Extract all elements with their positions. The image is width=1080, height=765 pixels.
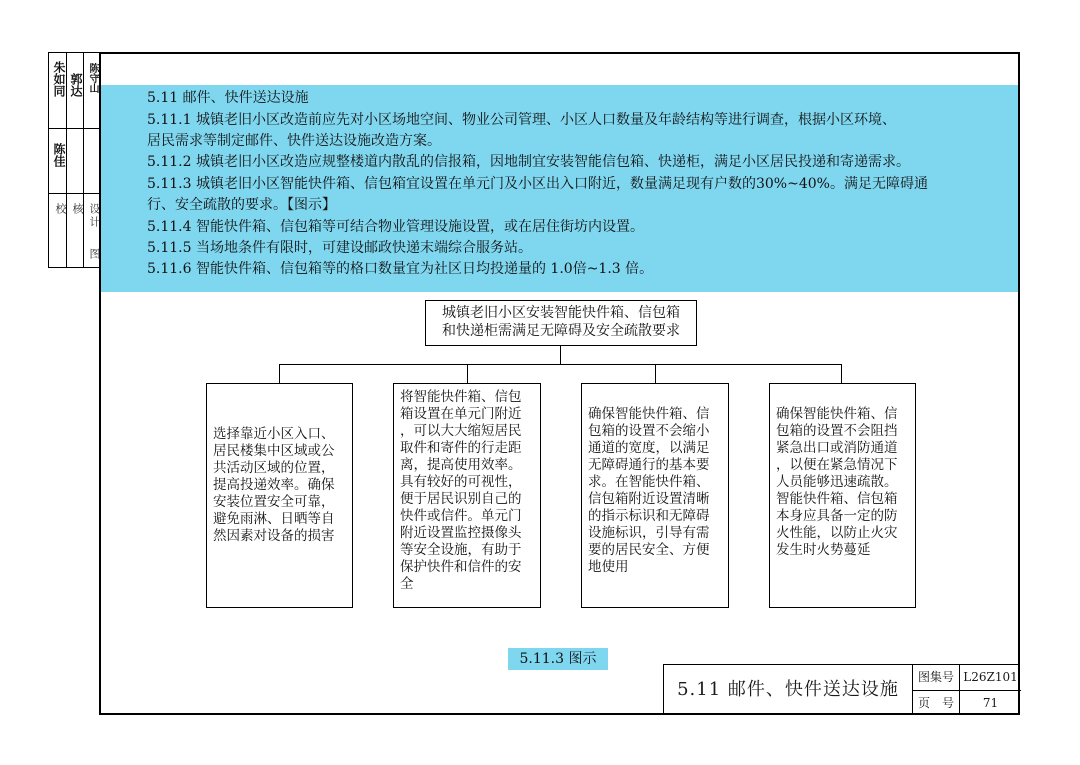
diagram-root-box	[425, 300, 697, 346]
child-line: ，可以大大缩短居民	[400, 423, 522, 439]
child-line: 紧急出口或消防通道	[776, 440, 898, 456]
connector-line	[841, 364, 842, 383]
child-line: 提高投递效率。确保	[213, 477, 335, 493]
child-line: 保护快件和信件的安	[400, 559, 522, 575]
child-line: 取件和寄件的行走距	[400, 440, 522, 456]
strip-divider	[49, 193, 99, 194]
child-line: 求。在智能快件箱、	[588, 474, 710, 490]
signature: 郭达	[69, 73, 83, 97]
child-line: 安装位置安全可靠，	[213, 494, 335, 510]
title-block-title: 5.11 邮件、快件送达设施	[677, 679, 899, 700]
connector-line	[467, 364, 468, 383]
child-line: 包箱的设置不会缩小	[588, 423, 710, 439]
approval-strip	[48, 52, 99, 268]
child-line: 箱设置在单元门附近	[400, 406, 522, 422]
title-block	[663, 664, 1020, 715]
child-line: 附近设置监控摄像头	[400, 525, 522, 541]
child-line: 要的居民安全、方便	[588, 542, 710, 558]
section-heading: 5.11 邮件、快件送达设施	[147, 90, 309, 106]
diagram-child-box	[769, 383, 916, 608]
clause-line: 5.11.2 城镇老旧小区改造应规整楼道内散乱的信报箱，因地制宜安装智能信包箱、快递柜，满足小区居民投递和寄递需求。	[147, 154, 910, 170]
root-line: 和快递柜需满足无障碍及安全疏散要求	[442, 323, 680, 339]
child-line: 便于居民识别自己的	[400, 491, 522, 507]
strip-label-drawing: 图	[88, 248, 101, 261]
child-line: 共活动区域的位置，	[213, 460, 335, 476]
connector-line	[279, 364, 842, 365]
child-line: 火性能，以防止火灾	[776, 525, 898, 541]
clause-text-band	[101, 85, 1018, 292]
child-line: 离，提高使用效率。	[400, 457, 522, 473]
child-line: 快件或信件。单元门	[400, 508, 522, 524]
clause-line: 行、安全疏散的要求。【图示】	[147, 197, 336, 213]
connector-line	[279, 364, 280, 383]
clause-line: 5.11.3 城镇老旧小区智能快件箱、信包箱宜设置在单元门及小区出入口附近，数量满足现有户数的30%~40%。满足无障碍通	[147, 176, 928, 192]
child-line: ，以便在紧急情况下	[776, 457, 898, 473]
atlas-number-label: 图集号	[917, 670, 954, 684]
child-line: 人员能够迅速疏散。	[776, 474, 898, 490]
strip-divider	[49, 128, 99, 129]
connector-line	[655, 364, 656, 383]
clause-line: 5.11.1 城镇老旧小区改造前应先对小区场地空间、物业公司管理、小区人口数量及年龄结构等进行调查，根据小区环境、	[147, 112, 896, 128]
strip-label-review: 校	[54, 203, 67, 216]
child-line: 设施标识，引导有需	[588, 525, 710, 541]
diagram-child-box	[581, 383, 729, 608]
child-line: 发生时火势蔓延	[776, 542, 871, 558]
child-line: 选择靠近小区入口、	[213, 426, 335, 442]
clause-line: 5.11.5 当场地条件有限时，可建设邮政快递末端综合服务站。	[147, 240, 532, 256]
page-number-label: 页 号	[917, 696, 954, 710]
child-line: 全	[400, 576, 414, 592]
signature: 陈守山	[87, 63, 98, 93]
clause-line: 5.11.6 智能快件箱、信包箱等的格口数量宜为社区日均投递量的 1.0倍~1.3 倍。	[147, 261, 654, 277]
child-line: 无障碍通行的基本要	[588, 457, 710, 473]
clause-line: 5.11.4 智能快件箱、信包箱等可结合物业管理设施设置，或在居住街坊内设置。	[147, 219, 644, 235]
child-line: 等安全设施，有助于	[400, 542, 522, 558]
child-line: 包箱的设置不会阻挡	[776, 423, 898, 439]
child-line: 确保智能快件箱、信	[776, 406, 898, 422]
page-number-value: 71	[982, 696, 999, 710]
child-line: 的指示标识和无障碍	[588, 508, 710, 524]
signature: 陈佳	[52, 143, 66, 167]
atlas-number-value: L26Z101	[963, 670, 1018, 684]
connector-line	[560, 346, 561, 364]
child-line: 通道的宽度，以满足	[588, 440, 710, 456]
child-line: 居民楼集中区域或公	[213, 443, 335, 459]
child-line: 具有较好的可视性，	[400, 474, 522, 490]
child-line: 确保智能快件箱、信	[588, 406, 710, 422]
child-line: 信包箱附近设置清晰	[588, 491, 710, 507]
diagram-child-box	[393, 383, 541, 608]
child-line: 本身应具备一定的防	[776, 508, 898, 524]
child-line: 然因素对设备的损害	[213, 528, 335, 544]
signature: 朱如同	[52, 61, 66, 97]
clause-line: 居民需求等制定邮件、快件送达设施改造方案。	[147, 133, 441, 149]
root-line: 城镇老旧小区安装智能快件箱、信包箱	[442, 305, 680, 321]
child-line: 地使用	[588, 559, 629, 575]
strip-label-design: 设计	[88, 203, 101, 229]
diagram-child-box	[206, 383, 353, 608]
child-line: 智能快件箱、信包箱	[776, 491, 898, 507]
figure-caption: 5.11.3 图示	[508, 648, 608, 670]
child-line: 将智能快件箱、信包	[400, 389, 522, 405]
strip-label-check: 核	[71, 203, 84, 216]
child-line: 避免雨淋、日晒等自	[213, 511, 335, 527]
